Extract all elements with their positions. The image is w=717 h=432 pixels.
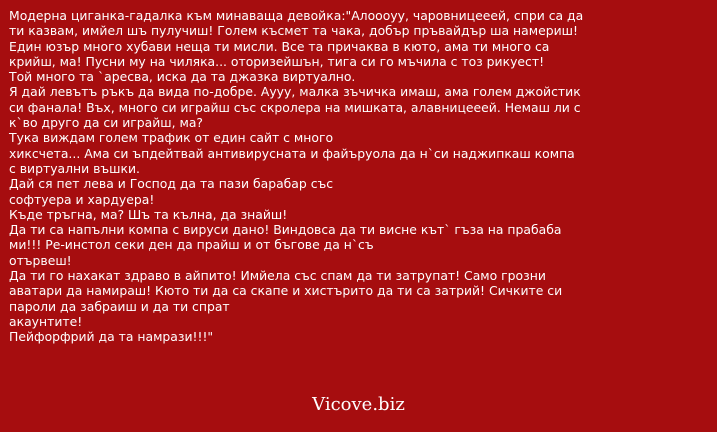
- joke-line: отървеш!: [9, 252, 72, 268]
- site-watermark: Vicove.biz: [312, 394, 405, 415]
- joke-line: ми!!! Ре-инстол секи ден да прайш и от бъгове да н`съ: [9, 237, 374, 253]
- joke-line: Да ти са напълни компа с вируси дано! Виндовса да ти висне кът` гъза на прабаба: [9, 222, 562, 238]
- joke-line: акаунтите!: [9, 313, 83, 329]
- joke-line: пароли да забраиш и да ти спрат: [9, 298, 230, 314]
- joke-text: [9, 8, 709, 345]
- joke-line: Един юзър много хубави неща ти мисли. Все та причаква в кюто, ама ти много са: [9, 38, 550, 54]
- joke-line: ти казвам, имйел шъ пулучиш! Голем късмет та чака, добър пръвайдър ша намериш!: [9, 23, 578, 39]
- joke-line: Модерна циганка-гадалка към минаваща девойка:"Алоооуу, чаровницееей, спри са да: [9, 8, 584, 23]
- joke-line: к`во друго да си играйш, ма?: [9, 115, 204, 131]
- joke-line: Тука виждам голем трафик от един сайт с много: [9, 130, 334, 146]
- joke-line: Къде тръгна, ма? Шъ та кълна, да знайш!: [9, 206, 288, 222]
- joke-line: Я дай левътъ ръкъ да вида по-добре. Аууу, малка зъчичка имаш, ама голем джойстик: [9, 84, 581, 100]
- joke-line: крийш, ма! Пусни му на чиляка... оторизейшън, тига си го мъчила с тоз рикуест!: [9, 53, 545, 69]
- joke-line: Дай ся пет лева и Господ да та пази барабар със: [9, 176, 334, 192]
- joke-line: с виртуални въшки.: [9, 160, 140, 176]
- joke-line: Пейфорфрий да та намрази!!!": [9, 329, 214, 345]
- joke-line: аватари да намираш! Кюто ти да са скапе и хистърито да ти са затрий! Сичките си: [9, 283, 563, 299]
- joke-line: Той много та `аресва, иска да та джазка виртуално.: [9, 69, 356, 85]
- joke-line: хиксчета... Ама си ъпдейтвай антивирусната и файъруола да н`си наджипкаш компа: [9, 145, 575, 161]
- joke-line: софтуера и хардуера!: [9, 191, 155, 207]
- joke-line: Да ти го нахакат здраво в айпито! Имйела със спам да ти затрупат! Само грозни: [9, 268, 546, 284]
- joke-line: си фанала! Въх, много си играйш със скролера на мишката, алавницееей. Немаш ли с: [9, 99, 581, 115]
